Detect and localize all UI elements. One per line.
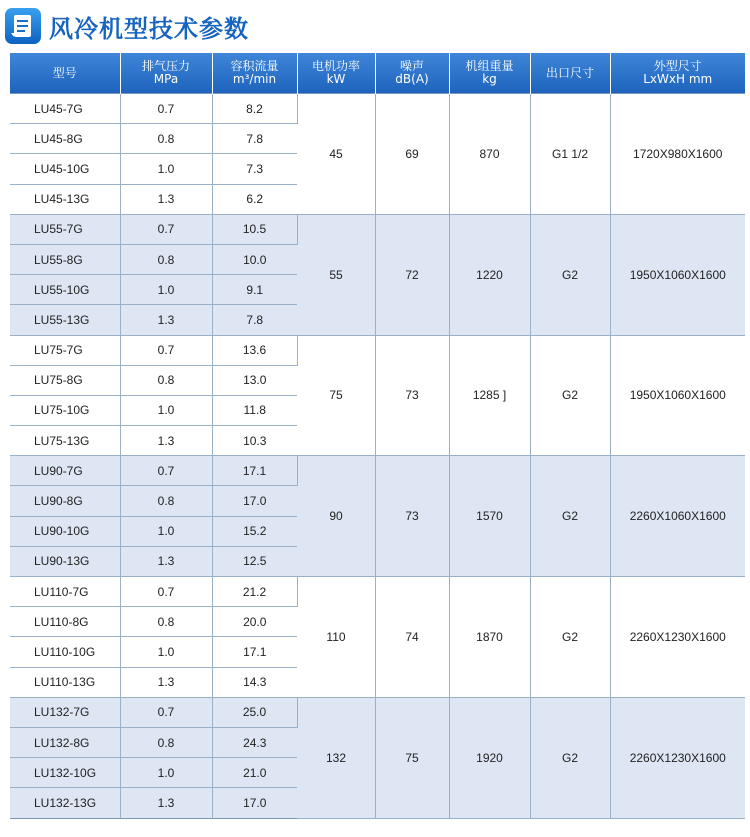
flow-cell: 17.0 <box>212 788 297 818</box>
page-title: 风冷机型技术参数 <box>49 15 249 43</box>
header-unit: kW <box>326 72 346 86</box>
outlet-cell: G1 1/2 <box>530 94 610 215</box>
pressure-cell: 0.8 <box>120 607 212 637</box>
table-row <box>10 214 745 244</box>
table-row <box>10 577 745 607</box>
model-cell: LU75-13G <box>10 426 120 456</box>
noise-cell: 75 <box>375 697 449 818</box>
noise-cell: 69 <box>375 94 449 215</box>
pressure-cell: 1.0 <box>120 154 212 184</box>
table-row <box>10 456 745 486</box>
dims-cell: 2260X1230X1600 <box>610 577 745 698</box>
dims-cell: 2260X1060X1600 <box>610 456 745 577</box>
dims-cell: 2260X1230X1600 <box>610 697 745 818</box>
pressure-cell: 1.0 <box>120 395 212 425</box>
pressure-cell: 0.8 <box>120 486 212 516</box>
flow-cell: 7.8 <box>212 124 297 154</box>
header-label: 出口尺寸 <box>545 65 594 80</box>
dims-cell: 1950X1060X1600 <box>610 214 745 335</box>
pressure-cell: 0.7 <box>120 94 212 124</box>
col-flow-header <box>212 53 297 94</box>
model-cell: LU55-10G <box>10 275 120 305</box>
model-cell: LU75-10G <box>10 395 120 425</box>
flow-cell: 12.5 <box>212 546 297 576</box>
col-power-header <box>297 53 375 94</box>
model-cell: LU45-8G <box>10 124 120 154</box>
table-header-row <box>10 53 745 94</box>
pressure-cell: 1.0 <box>120 516 212 546</box>
header-unit: MPa <box>153 72 179 86</box>
title-bar <box>0 0 750 50</box>
pressure-cell: 0.8 <box>120 365 212 395</box>
model-cell: LU110-13G <box>10 667 120 697</box>
pressure-cell: 1.0 <box>120 758 212 788</box>
model-cell: LU45-13G <box>10 184 120 214</box>
spec-table <box>10 53 745 819</box>
pressure-cell: 0.8 <box>120 244 212 274</box>
model-cell: LU110-10G <box>10 637 120 667</box>
col-weight-header <box>449 53 530 94</box>
model-cell: LU55-7G <box>10 214 120 244</box>
weight-cell: 1570 <box>449 456 530 577</box>
header-unit: LxWxH mm <box>643 72 713 86</box>
weight-cell: 1285 ] <box>449 335 530 456</box>
pressure-cell: 0.8 <box>120 124 212 154</box>
col-outlet-header <box>530 53 610 94</box>
flow-cell: 17.1 <box>212 637 297 667</box>
model-cell: LU90-7G <box>10 456 120 486</box>
pressure-cell: 1.0 <box>120 275 212 305</box>
model-cell: LU75-8G <box>10 365 120 395</box>
model-cell: LU110-8G <box>10 607 120 637</box>
noise-cell: 72 <box>375 214 449 335</box>
outlet-cell: G2 <box>530 577 610 698</box>
flow-cell: 13.0 <box>212 365 297 395</box>
header-label: 外型尺寸 <box>653 59 702 73</box>
model-cell: LU45-7G <box>10 94 120 124</box>
document-list-icon <box>5 8 41 44</box>
flow-cell: 10.0 <box>212 244 297 274</box>
table-row <box>10 94 745 124</box>
model-cell: LU90-8G <box>10 486 120 516</box>
flow-cell: 21.2 <box>212 577 297 607</box>
model-cell: LU55-8G <box>10 244 120 274</box>
power-cell: 75 <box>297 335 375 456</box>
flow-cell: 14.3 <box>212 667 297 697</box>
pressure-cell: 0.7 <box>120 577 212 607</box>
pressure-cell: 1.3 <box>120 305 212 335</box>
header-unit: kg <box>482 72 497 86</box>
col-model-header <box>10 53 120 94</box>
noise-cell: 73 <box>375 456 449 577</box>
header-label: 型号 <box>52 65 77 80</box>
pressure-cell: 0.7 <box>120 335 212 365</box>
col-dims-header <box>610 53 745 94</box>
pressure-cell: 1.3 <box>120 426 212 456</box>
outlet-cell: G2 <box>530 697 610 818</box>
weight-cell: 1220 <box>449 214 530 335</box>
weight-cell: 1920 <box>449 697 530 818</box>
header-unit: m³/min <box>232 72 277 86</box>
outlet-cell: G2 <box>530 335 610 456</box>
flow-cell: 7.8 <box>212 305 297 335</box>
flow-cell: 8.2 <box>212 94 297 124</box>
power-cell: 110 <box>297 577 375 698</box>
power-cell: 132 <box>297 697 375 818</box>
flow-cell: 7.3 <box>212 154 297 184</box>
model-cell: LU45-10G <box>10 154 120 184</box>
header-label: 电机功率 <box>311 59 360 73</box>
flow-cell: 24.3 <box>212 727 297 757</box>
power-cell: 45 <box>297 94 375 215</box>
flow-cell: 10.5 <box>212 214 297 244</box>
pressure-cell: 1.0 <box>120 637 212 667</box>
model-cell: LU110-7G <box>10 577 120 607</box>
pressure-cell: 0.7 <box>120 456 212 486</box>
outlet-cell: G2 <box>530 456 610 577</box>
pressure-cell: 1.3 <box>120 667 212 697</box>
dims-cell: 1950X1060X1600 <box>610 335 745 456</box>
outlet-cell: G2 <box>530 214 610 335</box>
flow-cell: 15.2 <box>212 516 297 546</box>
flow-cell: 10.3 <box>212 426 297 456</box>
model-cell: LU90-13G <box>10 546 120 576</box>
pressure-cell: 1.3 <box>120 788 212 818</box>
table-body <box>10 94 745 819</box>
table-row <box>10 335 745 365</box>
weight-cell: 1870 <box>449 577 530 698</box>
model-cell: LU132-10G <box>10 758 120 788</box>
table-row <box>10 697 745 727</box>
flow-cell: 20.0 <box>212 607 297 637</box>
flow-cell: 13.6 <box>212 335 297 365</box>
power-cell: 90 <box>297 456 375 577</box>
model-cell: LU90-10G <box>10 516 120 546</box>
header-unit: dB(A) <box>395 72 429 86</box>
model-cell: LU132-13G <box>10 788 120 818</box>
power-cell: 55 <box>297 214 375 335</box>
flow-cell: 21.0 <box>212 758 297 788</box>
header-label: 容积流量 <box>230 59 279 73</box>
noise-cell: 74 <box>375 577 449 698</box>
flow-cell: 11.8 <box>212 395 297 425</box>
model-cell: LU132-7G <box>10 697 120 727</box>
pressure-cell: 0.7 <box>120 214 212 244</box>
flow-cell: 17.1 <box>212 456 297 486</box>
model-cell: LU132-8G <box>10 727 120 757</box>
flow-cell: 25.0 <box>212 697 297 727</box>
noise-cell: 73 <box>375 335 449 456</box>
col-pressure-header <box>120 53 212 94</box>
header-label: 噪声 <box>399 59 424 73</box>
weight-cell: 870 <box>449 94 530 215</box>
flow-cell: 17.0 <box>212 486 297 516</box>
pressure-cell: 0.8 <box>120 727 212 757</box>
flow-cell: 9.1 <box>212 275 297 305</box>
pressure-cell: 1.3 <box>120 184 212 214</box>
model-cell: LU75-7G <box>10 335 120 365</box>
header-label: 机组重量 <box>465 59 514 73</box>
pressure-cell: 1.3 <box>120 546 212 576</box>
model-cell: LU55-13G <box>10 305 120 335</box>
flow-cell: 6.2 <box>212 184 297 214</box>
dims-cell: 1720X980X1600 <box>610 94 745 215</box>
col-noise-header <box>375 53 449 94</box>
header-label: 排气压力 <box>141 59 190 73</box>
pressure-cell: 0.7 <box>120 697 212 727</box>
